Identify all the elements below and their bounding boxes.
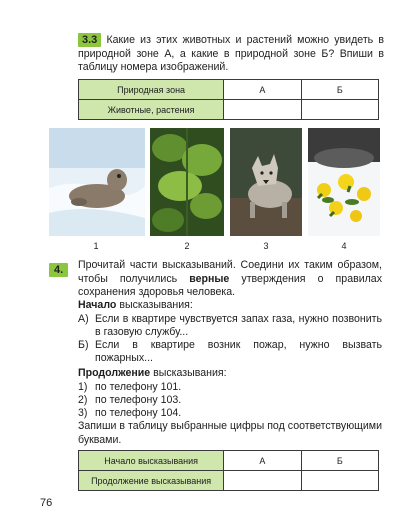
list-item bbox=[78, 407, 278, 420]
task-4-badge bbox=[49, 260, 68, 278]
seal-on-ice-photo bbox=[49, 128, 145, 236]
continuation-heading-bold: Продолжение bbox=[78, 367, 151, 379]
list-item bbox=[78, 394, 278, 407]
list-item-text: по телефону 101. bbox=[95, 381, 182, 393]
start-list bbox=[78, 313, 382, 365]
list-item-text: по телефону 104. bbox=[95, 407, 182, 419]
page-number: 76 bbox=[40, 497, 53, 509]
instruction-text: Запиши в таблицу выбранные цифры под соответствующими буквами. bbox=[78, 420, 382, 446]
image-number-4: 4 bbox=[341, 241, 347, 251]
zone-table-cell-a[interactable] bbox=[224, 100, 301, 120]
image-number-1: 1 bbox=[93, 241, 99, 251]
answer-table-col-b: Б bbox=[301, 451, 378, 471]
answer-table-cell-b[interactable] bbox=[301, 471, 378, 491]
green-leafy-plant-photo bbox=[150, 128, 224, 236]
image-number-3: 3 bbox=[263, 241, 269, 251]
yellow-flowers-photo bbox=[308, 128, 380, 236]
zone-table-cell-b[interactable] bbox=[301, 100, 378, 120]
answer-table-row-label: Продолжение высказывания bbox=[79, 471, 224, 491]
task-4-text bbox=[78, 259, 382, 300]
task-number-badge: 3.3 bbox=[78, 33, 101, 47]
list-item-text: Если в квартире возник пожар, нужно вызвать пожарных... bbox=[95, 339, 382, 364]
wolf-photo bbox=[230, 128, 302, 236]
start-heading-rest: высказывания: bbox=[116, 299, 193, 311]
continuation-heading-rest: высказывания: bbox=[150, 367, 227, 379]
list-item-label: А) bbox=[78, 313, 89, 325]
list-item-label: Б) bbox=[78, 339, 89, 351]
list-item-label: 3) bbox=[78, 407, 88, 419]
task-4-text-before: Прочитай части высказываний. Соедини их таким образом, чтобы получились bbox=[78, 259, 382, 285]
list-item bbox=[78, 339, 382, 365]
continuation-list bbox=[78, 381, 278, 420]
list-item bbox=[78, 313, 382, 339]
list-item-text: по телефону 103. bbox=[95, 394, 182, 406]
list-item bbox=[78, 381, 278, 394]
task-4-text-after: утверждения о правилах сохранения здоровья человека. bbox=[78, 272, 382, 299]
list-item-label: 1) bbox=[78, 381, 88, 393]
zone-table-header-label: Природная зона bbox=[79, 80, 224, 100]
answer-table-cell-a[interactable] bbox=[224, 471, 301, 491]
zone-table-row-label: Животные, растения bbox=[79, 100, 224, 120]
zone-table bbox=[78, 79, 379, 120]
start-heading-bold: Начало bbox=[78, 299, 117, 311]
answer-table bbox=[78, 450, 379, 491]
task-3-3-question: Какие из этих животных и растений можно увидеть в природной зоне А, а какие в природной зоне Б? Впиши в таблицу номера изображений. bbox=[78, 34, 384, 74]
task-3-3-text bbox=[78, 34, 384, 75]
continuation-heading bbox=[78, 367, 227, 381]
start-heading bbox=[78, 299, 193, 313]
zone-table-col-b: Б bbox=[301, 80, 378, 100]
image-number-2: 2 bbox=[184, 241, 190, 251]
list-item-label: 2) bbox=[78, 394, 88, 406]
zone-table-col-a: А bbox=[224, 80, 301, 100]
answer-table-col-a: А bbox=[224, 451, 301, 471]
task-3-3 bbox=[78, 34, 384, 75]
task-4-text-bold: верные bbox=[189, 272, 230, 285]
list-item-text: Если в квартире чувствуется запах газа, нужно позвонить в газовую службу... bbox=[95, 313, 382, 338]
task-number-badge: 4. bbox=[49, 263, 68, 277]
answer-table-header-label: Начало высказывания bbox=[79, 451, 224, 471]
